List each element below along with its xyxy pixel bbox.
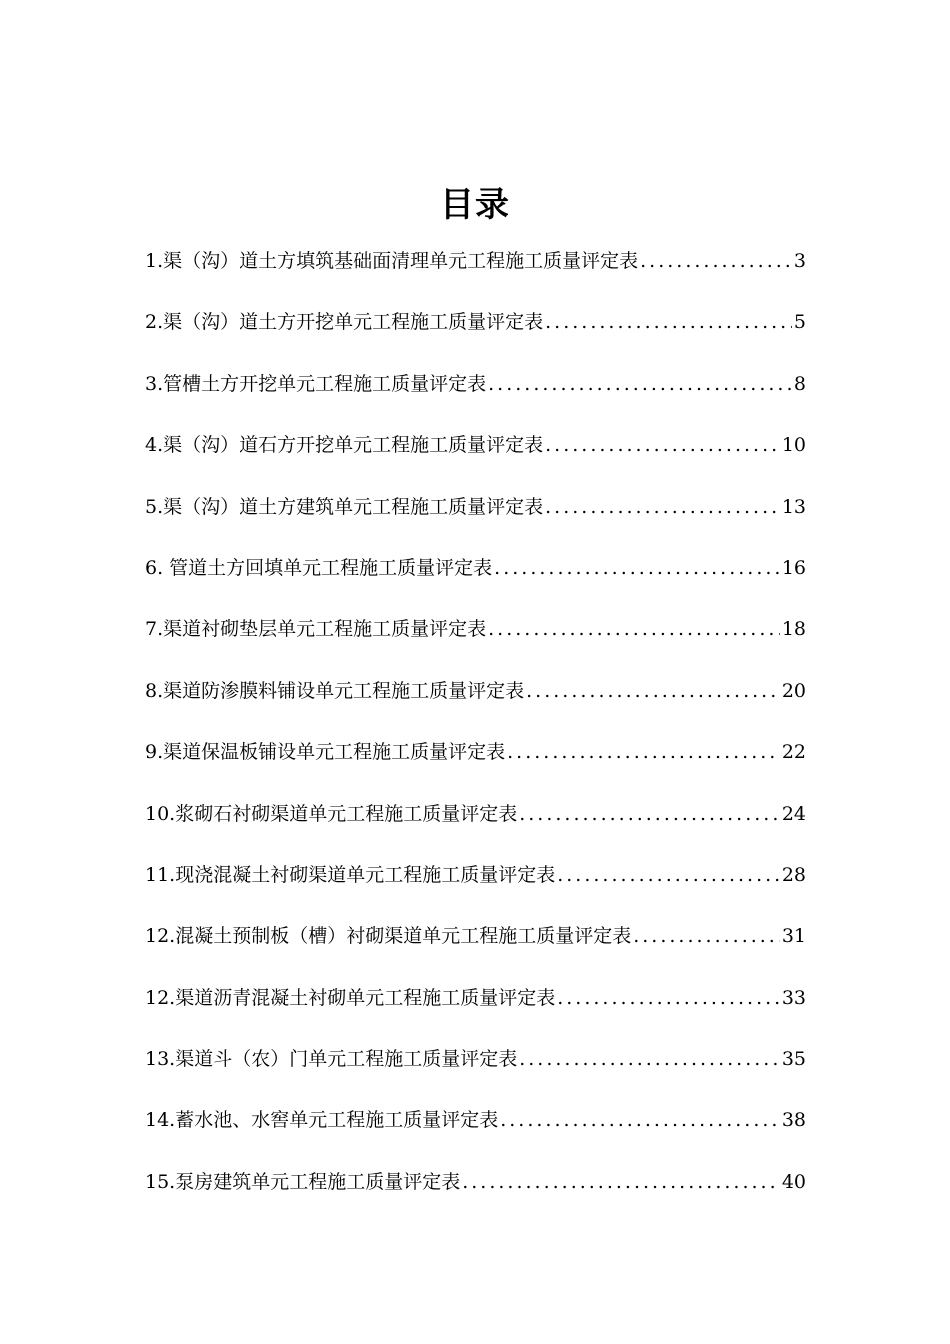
- toc-page-number: 3: [793, 250, 806, 272]
- toc-entry: [145, 918, 806, 979]
- toc-entry: [145, 1164, 806, 1225]
- toc-page-number: 16: [781, 556, 806, 579]
- toc-entry: [145, 243, 806, 304]
- toc-dot-leader: [557, 857, 780, 893]
- toc-entry: [145, 550, 806, 611]
- toc-dot-leader: [519, 796, 780, 832]
- toc-page-number: 22: [781, 741, 806, 764]
- toc-page-number: 10: [781, 434, 806, 457]
- toc-entry-text: 1.渠（沟）道土方填筑基础面清理单元工程施工质量评定表: [145, 250, 639, 272]
- toc-dot-leader: [545, 304, 792, 340]
- toc-page-number: 31: [781, 925, 806, 948]
- toc-page-number: 35: [781, 1048, 806, 1071]
- toc-page-number: 20: [781, 679, 806, 702]
- toc-entry-text: 8.渠道防渗膜料铺设单元工程施工质量评定表: [145, 679, 525, 702]
- toc-dot-leader: [488, 366, 792, 402]
- toc-page-number: 18: [781, 618, 806, 641]
- toc-dot-leader: [488, 611, 780, 647]
- toc-dot-leader: [500, 1102, 780, 1138]
- toc-entry: [145, 366, 806, 427]
- toc-dot-leader: [507, 734, 780, 770]
- toc-entry-text: 2.渠（沟）道土方开挖单元工程施工质量评定表: [145, 311, 544, 334]
- toc-page-number: 8: [793, 372, 806, 395]
- toc-entry: [145, 427, 806, 488]
- toc-page-number: 13: [781, 495, 806, 518]
- toc-dot-leader: [545, 427, 780, 463]
- toc-entry-text: 15.泵房建筑单元工程施工质量评定表: [145, 1170, 461, 1193]
- toc-page-number: 38: [781, 1109, 806, 1132]
- toc-dot-leader: [526, 673, 780, 709]
- toc-dot-leader: [519, 1041, 780, 1077]
- toc-dot-leader: [640, 243, 792, 279]
- toc-page-number: 24: [781, 802, 806, 825]
- toc-entry: [145, 796, 806, 857]
- toc-entry-text: 5.渠（沟）道土方建筑单元工程施工质量评定表: [145, 495, 544, 518]
- toc-entry-text: 13.渠道斗（农）门单元工程施工质量评定表: [145, 1048, 518, 1071]
- toc-dot-leader: [633, 918, 780, 954]
- toc-title: 目录: [440, 185, 510, 225]
- toc-entry-text: 14.蓄水池、水窖单元工程施工质量评定表: [145, 1109, 499, 1132]
- toc-entry-text: 6. 管道土方回填单元工程施工质量评定表: [145, 556, 493, 579]
- toc-dot-leader: [545, 489, 780, 525]
- toc-entry-text: 12.混凝土预制板（槽）衬砌渠道单元工程施工质量评定表: [145, 925, 632, 948]
- toc-entry-text: 4.渠（沟）道石方开挖单元工程施工质量评定表: [145, 434, 544, 457]
- toc-entry-text: 9.渠道保温板铺设单元工程施工质量评定表: [145, 741, 506, 764]
- toc-entry-text: 3.管槽土方开挖单元工程施工质量评定表: [145, 372, 487, 395]
- toc-entry-text: 12.渠道沥青混凝土衬砌单元工程施工质量评定表: [145, 986, 556, 1009]
- toc-entry: [145, 734, 806, 795]
- toc-entry: [145, 611, 806, 672]
- toc-entry-text: 11.现浇混凝土衬砌渠道单元工程施工质量评定表: [145, 863, 556, 886]
- toc-page-number: 28: [781, 863, 806, 886]
- toc-dot-leader: [462, 1164, 780, 1200]
- toc-entry: [145, 980, 806, 1041]
- toc-dot-leader: [557, 980, 780, 1016]
- toc-entry: [145, 1102, 806, 1163]
- toc-dot-leader: [494, 550, 780, 586]
- toc-list: [145, 243, 806, 1225]
- toc-entry: [145, 1041, 806, 1102]
- toc-entry: [145, 673, 806, 734]
- toc-entry: [145, 489, 806, 550]
- toc-page-number: 5: [793, 311, 806, 334]
- toc-page-number: 33: [781, 986, 806, 1009]
- toc-entry-text: 7.渠道衬砌垫层单元工程施工质量评定表: [145, 618, 487, 641]
- toc-entry: [145, 857, 806, 918]
- toc-entry: [145, 304, 806, 365]
- toc-entry-text: 10.浆砌石衬砌渠道单元工程施工质量评定表: [145, 802, 518, 825]
- toc-page-number: 40: [781, 1170, 806, 1193]
